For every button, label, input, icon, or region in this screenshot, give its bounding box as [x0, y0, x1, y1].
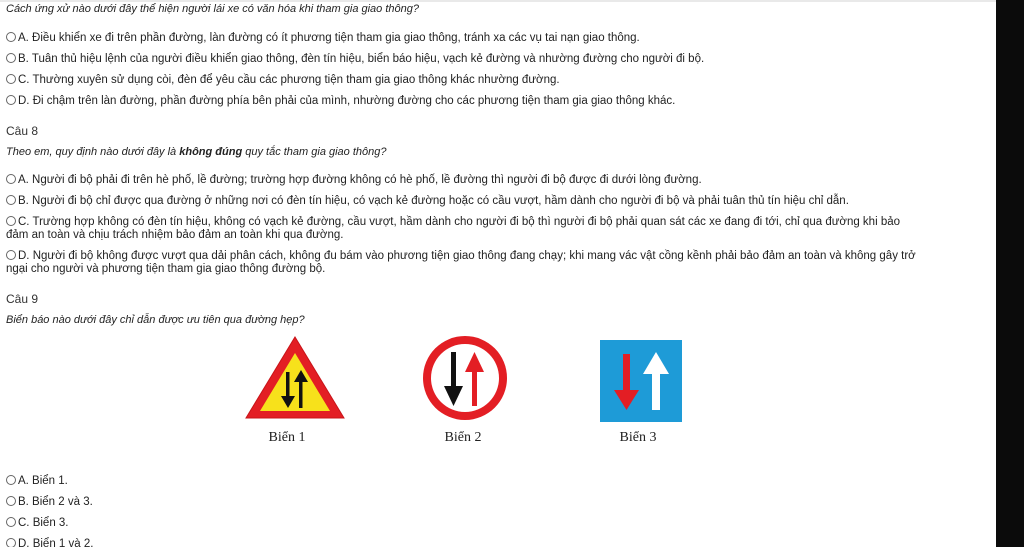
option-label: D. Biển 1 và 2.: [18, 538, 94, 547]
sign-2-caption: Biển 2: [444, 430, 482, 445]
prohibitory-circle-two-way-icon: [421, 334, 509, 422]
sign-1: [243, 334, 347, 427]
radio-button[interactable]: [6, 32, 16, 42]
q8-question-pre: Theo em, quy định nào dưới đây là: [6, 146, 180, 158]
radio-button[interactable]: [6, 74, 16, 84]
q7-option-a[interactable]: [6, 32, 986, 45]
q8-question-bold: không đúng: [179, 146, 243, 158]
q7-option-b[interactable]: [6, 53, 986, 66]
sign-2: [421, 334, 509, 427]
q9-question: Biển báo nào dưới đây chỉ dẫn được ưu tiên qua đường hẹp?: [6, 314, 305, 326]
radio-button[interactable]: [6, 174, 16, 184]
option-label: B. Biển 2 và 3.: [18, 496, 93, 508]
q9-option-c[interactable]: [6, 517, 986, 530]
top-divider: [0, 0, 996, 2]
q7-question: Cách ứng xử nào dưới đây thể hiện người lái xe có văn hóa khi tham gia giao thông?: [6, 3, 419, 15]
option-label: C. Thường xuyên sử dụng còi, đèn để yêu cầu các phương tiện tham gia giao thông khác nhường đường.: [18, 74, 560, 86]
option-label: A. Điều khiển xe đi trên phần đường, làn đường có ít phương tiện tham gia giao thông, tránh xa các vụ tai nạn giao thông.: [18, 32, 640, 44]
radio-button[interactable]: [6, 195, 16, 205]
q9-option-b[interactable]: [6, 496, 986, 509]
option-label: B. Người đi bộ chỉ được qua đường ở những nơi có đèn tín hiệu, có vạch kẻ đường hoặc có cầu vượt, hầm dành cho người đi bộ và phải tuân thủ tín hiệu chỉ dẫn.: [18, 195, 849, 207]
radio-button[interactable]: [6, 95, 16, 105]
right-sidebar: [996, 0, 1024, 547]
sign-1-caption: Biển 1: [268, 430, 306, 445]
q8-question-post: quy tắc tham gia giao thông?: [242, 146, 387, 158]
q7-option-d[interactable]: [6, 95, 986, 108]
q8-option-b[interactable]: [6, 195, 986, 208]
q9-option-a[interactable]: [6, 475, 986, 488]
option-label: C. Biển 3.: [18, 517, 69, 529]
option-label: B. Tuân thủ hiệu lệnh của người điều khiển giao thông, đèn tín hiệu, biển báo hiệu, vạch kẻ đường và nhường đường cho người đi bộ.: [18, 53, 705, 65]
q8-title: Câu 8: [6, 124, 39, 138]
radio-button[interactable]: [6, 496, 16, 506]
option-label: D. Người đi bộ không được vượt qua dải phân cách, không đu bám vào phương tiện giao thông đang chạy; khi mang vác vật cồng kềnh phải bảo đảm an toàn và không gây trở ngại cho người và phương tiện tham gia giao thông đường bộ.: [6, 250, 916, 275]
warning-triangle-two-way-icon: [243, 334, 347, 422]
q8-option-d[interactable]: [6, 250, 926, 276]
sign-3: [600, 340, 682, 427]
option-label: C. Trường hợp không có đèn tín hiệu, không có vạch kẻ đường, cầu vượt, hầm dành cho người đi bộ thì người đi bộ phải quan sát các xe đang đi tới, chỉ qua đường khi bảo đảm an toàn và chịu trách nhiệm bảo đảm an toàn khi qua đường.: [6, 216, 901, 241]
option-label: D. Đi chậm trên làn đường, phần đường phía bên phải của mình, nhường đường cho các phương tiện tham gia giao thông khác.: [18, 95, 676, 107]
q8-option-a[interactable]: [6, 174, 986, 187]
radio-button[interactable]: [6, 538, 16, 547]
q9-option-d[interactable]: [6, 538, 986, 547]
priority-square-two-way-icon: [600, 340, 682, 422]
q8-option-c[interactable]: [6, 216, 916, 242]
option-label: A. Biển 1.: [18, 475, 68, 487]
radio-button[interactable]: [6, 250, 16, 260]
q9-title: Câu 9: [6, 292, 39, 306]
q7-option-c[interactable]: [6, 74, 986, 87]
radio-button[interactable]: [6, 475, 16, 485]
sign-3-caption: Biển 3: [619, 430, 657, 445]
option-label: A. Người đi bộ phải đi trên hè phố, lề đường; trường hợp đường không có hè phố, lề đường thì người đi bộ được đi dưới lòng đường.: [18, 174, 702, 186]
q8-question: [6, 146, 387, 158]
radio-button[interactable]: [6, 216, 16, 226]
radio-button[interactable]: [6, 517, 16, 527]
radio-button[interactable]: [6, 53, 16, 63]
